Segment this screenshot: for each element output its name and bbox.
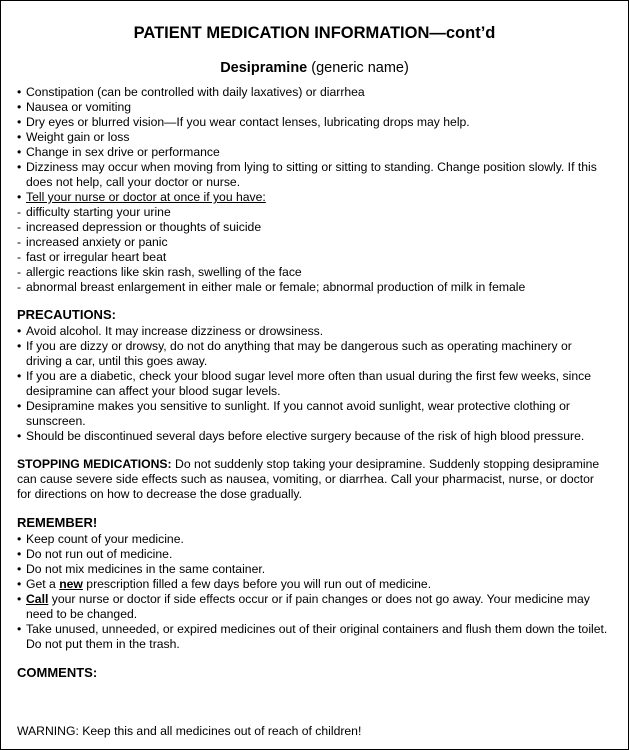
list-item-continuation: driving a car, until this goes away. [26,354,208,368]
list-item-continuation: Do not put them in the trash. [26,637,180,651]
list-item: • Take unused, unneeded, or expired medicines out of their original containers and flush them down the toilet. [17,622,608,636]
warning-text: WARNING: Keep this and all medicines out of reach of children! [17,724,362,738]
list-item-continuation: need to be changed. [26,607,138,621]
list-item: • Desipramine makes you sensitive to sunlight. If you cannot avoid sunlight, wear protective clothing or [17,399,570,413]
list-item: • Get a new prescription filled a few days before you will run out of medicine. [17,577,432,591]
tell-nurse-label: • Tell your nurse or doctor at once if you have: [17,190,266,204]
symptom-item: - allergic reactions like skin rash, swelling of the face [17,265,302,279]
list-item: • Should be discontinued several days before elective surgery because of the risk of high blood pressure. [17,429,585,443]
list-item: • Do not mix medicines in the same container. [17,562,266,576]
drug-name: Desipramine [220,60,308,76]
list-item: • Do not run out of medicine. [17,547,173,561]
list-item: • Dizziness may occur when moving from lying to sitting or sitting to standing. Change position slowly. If this [17,160,597,174]
list-item: • Dry eyes or blurred vision—If you wear contact lenses, lubricating drops may help. [17,115,470,129]
list-item: • Call your nurse or doctor if side effects occur or if pain changes or does not go away. Your medicine may [17,592,590,606]
comments-heading: COMMENTS: [17,665,98,680]
symptom-item: - increased anxiety or panic [17,235,168,249]
symptom-item: - abnormal breast enlargement in either male or female; abnormal production of milk in female [17,280,526,294]
stopping-line: STOPPING MEDICATIONS: Do not suddenly stop taking your desipramine. Suddenly stopping desipramine [17,457,600,471]
precautions-heading: PRECAUTIONS: [17,307,116,322]
list-item: • Change in sex drive or performance [17,145,220,159]
symptom-item: - fast or irregular heart beat [17,250,167,264]
new-emphasis: new [59,577,83,591]
remember-heading: REMEMBER! [17,515,98,530]
list-item-continuation: sunscreen. [26,414,86,428]
list-item: • If you are dizzy or drowsy, do not do anything that may be dangerous such as operating machinery or [17,339,572,353]
list-item: • Keep count of your medicine. [17,532,184,546]
symptom-item: - increased depression or thoughts of suicide [17,220,262,234]
list-item: • If you are a diabetic, check your blood sugar level more often than usual during the first few weeks, since [17,369,591,383]
stopping-label: STOPPING MEDICATIONS: [17,457,172,471]
side-effects-list [17,85,617,295]
drug-qualifier: (generic name) [311,60,409,76]
list-item: • Nausea or vomiting [17,100,131,114]
list-item: • Weight gain or loss [17,130,130,144]
list-item-continuation: desipramine can affect your blood sugar levels. [26,384,281,398]
list-item: • Avoid alcohol. It may increase dizziness or drowsiness. [17,324,324,338]
symptom-item: - difficulty starting your urine [17,205,171,219]
stopping-line: for directions on how to decrease the dose gradually. [17,487,302,501]
list-item-continuation: does not help, call your doctor or nurse. [26,175,241,189]
page-title: PATIENT MEDICATION INFORMATION—cont’d [133,24,496,42]
drug-name-line [1,59,628,77]
remember-section [17,515,617,652]
call-emphasis: Call [26,592,49,606]
precautions-section [17,307,617,444]
stopping-line: can cause severe side effects such as nausea, vomiting, or diarrhea. Call your pharmacist, nurse, or doctor [17,472,594,486]
list-item: • Constipation (can be controlled with daily laxatives) or diarrhea [17,85,365,99]
stopping-section [17,457,617,502]
